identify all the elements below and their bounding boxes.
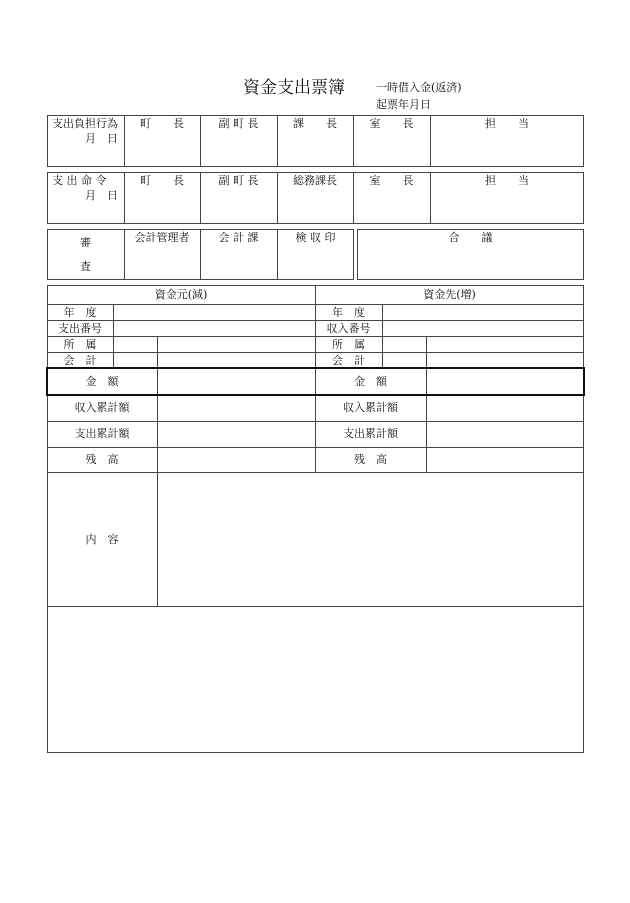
page-title: 資金支出票簿 <box>243 78 345 98</box>
approval1-staff: 担 当 <box>485 117 529 130</box>
approval1-deputy-mayor: 副 町 長 <box>218 117 259 130</box>
audit-label-bottom: 査 <box>80 260 91 273</box>
approval2-staff: 担 当 <box>485 174 529 187</box>
inspection-seal-label: 検 収 印 <box>295 231 336 244</box>
source-expense-total-label: 支出累計額 <box>74 427 130 440</box>
expense-commitment-date-label: 月 日 <box>85 132 118 145</box>
source-income-total-label: 収入累計額 <box>74 401 130 414</box>
approval2-office-chief: 室 長 <box>369 174 414 187</box>
dest-department-label: 所 属 <box>332 338 365 351</box>
dest-income-number-label: 収入番号 <box>326 322 371 335</box>
approval1-section-chief: 課 長 <box>293 117 337 130</box>
accounting-section-label: 会 計 課 <box>218 231 259 244</box>
consultation-label: 合 議 <box>448 231 493 244</box>
approval2-deputy-mayor: 副 町 長 <box>218 174 259 187</box>
payment-order-label: 支 出 命 令 <box>52 174 107 187</box>
content-table <box>47 472 584 753</box>
source-expense-number-label: 支出番号 <box>58 322 102 335</box>
source-balance-label: 残 高 <box>85 453 119 466</box>
dest-fiscal-year-label: 年 度 <box>332 306 365 319</box>
dest-balance-label: 残 高 <box>354 453 387 466</box>
source-department-label: 所 属 <box>63 338 97 351</box>
source-account-label: 会 計 <box>63 354 97 367</box>
payment-order-date-label: 月 日 <box>85 189 118 202</box>
approval1-office-chief: 室 長 <box>369 117 414 130</box>
expense-commitment-label: 支出負担行為 <box>52 117 118 130</box>
source-amount-label: 金 額 <box>85 375 119 388</box>
accounting-manager-label: 会計管理者 <box>134 231 190 244</box>
dest-amount-label: 金 額 <box>354 375 387 388</box>
approval2-general-affairs-chief: 総務課長 <box>293 174 337 187</box>
fund-source-title: 資金元(減) <box>154 288 208 301</box>
approval1-mayor: 町 長 <box>140 117 184 130</box>
audit-label-top: 審 <box>80 236 91 249</box>
source-fiscal-year-label: 年 度 <box>63 306 97 319</box>
form-type: 一時借入金(返済) <box>376 81 462 94</box>
dest-account-label: 会 計 <box>332 354 365 367</box>
dest-income-total-label: 収入累計額 <box>343 401 398 414</box>
fund-destination-title: 資金先(増) <box>423 288 476 301</box>
dest-expense-total-label: 支出累計額 <box>343 427 398 440</box>
date-label: 起票年月日 <box>376 98 431 111</box>
approval2-mayor: 町 長 <box>140 174 184 187</box>
content-label: 内 容 <box>85 533 119 546</box>
